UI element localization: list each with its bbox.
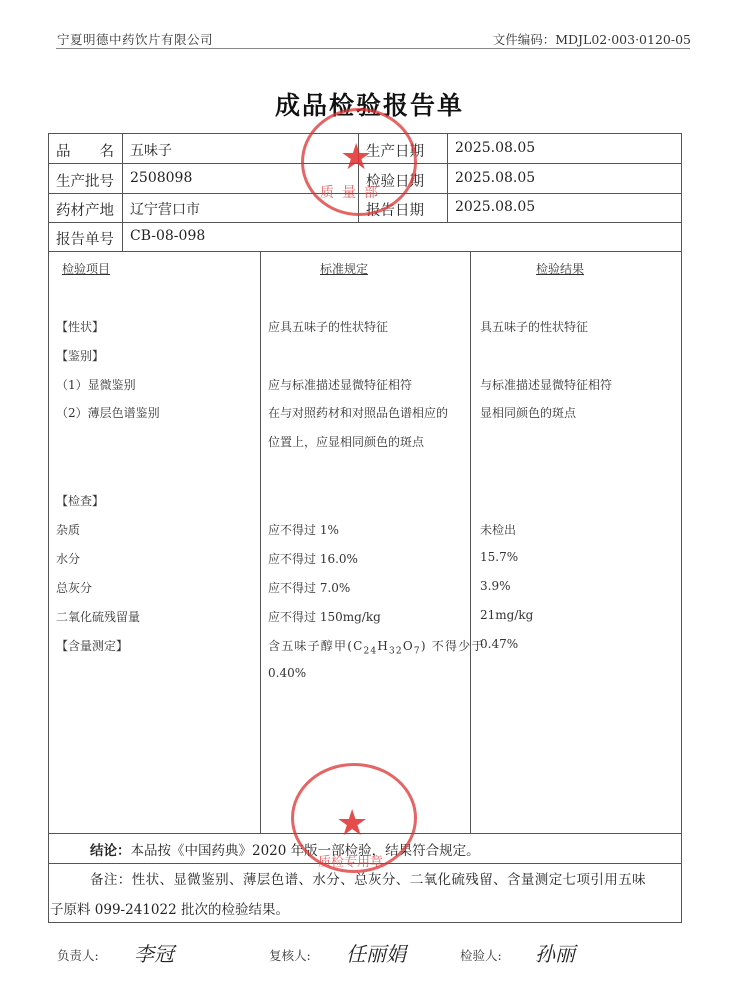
column-header-result: 检验结果 xyxy=(536,262,585,276)
production-date-label: 生产日期 xyxy=(366,144,424,160)
batch-value: 2508098 xyxy=(130,170,193,186)
formula-sub-c: 24 xyxy=(363,646,378,657)
stamp-center-text: 质检专用章 xyxy=(318,855,384,870)
conclusion-label: 结论： xyxy=(90,843,131,859)
product-name-value: 五味子 xyxy=(130,143,172,159)
company-name: 宁夏明德中药饮片有限公司 xyxy=(57,32,214,47)
document-code xyxy=(493,30,691,48)
responsible-signature: 李冠 xyxy=(134,942,174,966)
standard-cell: 应具五味子的性状特征 xyxy=(268,320,389,334)
result-cell: 具五味子的性状特征 xyxy=(480,320,589,334)
formula-prefix: 含五味子醇甲(C xyxy=(268,639,364,653)
standard-cell: 0.40% xyxy=(268,666,307,680)
report-no-value: CB-08-098 xyxy=(130,228,206,244)
origin-value: 辽宁营口市 xyxy=(130,202,200,218)
batch-label: 生产批号 xyxy=(56,174,114,190)
reviewer-signature: 任丽娟 xyxy=(346,942,406,966)
row-divider xyxy=(48,251,682,252)
standard-cell: 位置上，应显相同颜色的斑点 xyxy=(268,435,425,449)
standard-cell xyxy=(268,637,485,656)
inspector-label: 检验人: xyxy=(460,948,502,963)
conclusion-text: 本品按《中国药典》2020 年版一部检验，结果符合规定。 xyxy=(130,843,480,859)
formula-sub-h: 32 xyxy=(389,646,403,657)
result-cell: 0.47% xyxy=(480,637,519,651)
responsible-label: 负责人: xyxy=(57,948,99,963)
reviewer-label: 复核人: xyxy=(269,948,311,963)
column-header-standard: 标准规定 xyxy=(320,262,369,276)
standard-cell: 应不得过 150mg/kg xyxy=(268,610,381,624)
formula-h: H xyxy=(377,639,389,653)
formula-o: O xyxy=(402,639,414,653)
col-divider xyxy=(447,133,448,222)
result-cell: 未检出 xyxy=(480,523,517,537)
item-cell: 【含量测定】 xyxy=(56,639,129,653)
item-cell: 【鉴别】 xyxy=(56,349,105,363)
origin-label: 药材产地 xyxy=(56,203,114,219)
standard-cell: 应不得过 7.0% xyxy=(268,581,351,595)
row-divider xyxy=(48,222,682,223)
report-date-label: 报告日期 xyxy=(366,203,424,219)
stamp-center-text: 质量部 xyxy=(320,185,386,201)
formula-sub-o: 7 xyxy=(413,646,421,657)
stamp-star-icon: ★ xyxy=(336,803,369,844)
remark-line-1: 备注：性状、显微鉴别、薄层色谱、水分、总灰分、二氧化硫残留、含量测定七项引用五味 xyxy=(90,872,646,888)
report-date-value: 2025.08.05 xyxy=(455,199,536,215)
standard-cell: 在与对照药材和对照品色谱相应的 xyxy=(268,406,449,420)
inspector-signature: 孙丽 xyxy=(535,942,575,966)
conclusion xyxy=(90,839,480,859)
item-cell: 总灰分 xyxy=(56,581,93,595)
item-cell: 二氧化硫残留量 xyxy=(56,610,141,624)
remark-line-2: 子原料 099-241022 批次的检验结果。 xyxy=(50,902,289,918)
standard-cell: 应不得过 1% xyxy=(268,523,339,537)
result-cell: 3.9% xyxy=(480,579,511,593)
test-date-label: 检验日期 xyxy=(366,174,424,190)
header-rule xyxy=(56,48,690,49)
result-cell: 与标准描述显微特征相符 xyxy=(480,378,613,392)
product-name-label: 品 名 xyxy=(56,144,114,160)
standard-cell: 应不得过 16.0% xyxy=(268,552,358,566)
page-title: 成品检验报告单 xyxy=(274,91,464,120)
production-date-value: 2025.08.05 xyxy=(455,140,536,156)
result-cell: 15.7% xyxy=(480,550,519,564)
col-divider xyxy=(122,133,123,251)
col-divider xyxy=(260,251,261,833)
item-cell: （1）显微鉴别 xyxy=(56,378,136,392)
item-cell: 水分 xyxy=(56,552,81,566)
standard-cell: 应与标准描述显微特征相符 xyxy=(268,378,413,392)
item-cell: 【检查】 xyxy=(56,494,105,508)
result-cell: 显相同颜色的斑点 xyxy=(480,406,577,420)
item-cell: （2）薄层色谱鉴别 xyxy=(56,406,160,420)
formula-suffix: ) 不得少于 xyxy=(420,639,485,653)
test-date-value: 2025.08.05 xyxy=(455,170,536,186)
item-cell: 【性状】 xyxy=(56,320,105,334)
report-no-label: 报告单号 xyxy=(56,232,114,248)
document-code-label: 文件编码： xyxy=(492,32,556,47)
stamp-star-icon: ★ xyxy=(340,137,373,178)
item-cell: 杂质 xyxy=(56,523,81,537)
col-divider xyxy=(470,251,471,833)
result-cell: 21mg/kg xyxy=(480,608,534,622)
column-header-item: 检验项目 xyxy=(62,262,111,276)
document-code-value: MDJL02·003·0120-05 xyxy=(555,32,691,47)
